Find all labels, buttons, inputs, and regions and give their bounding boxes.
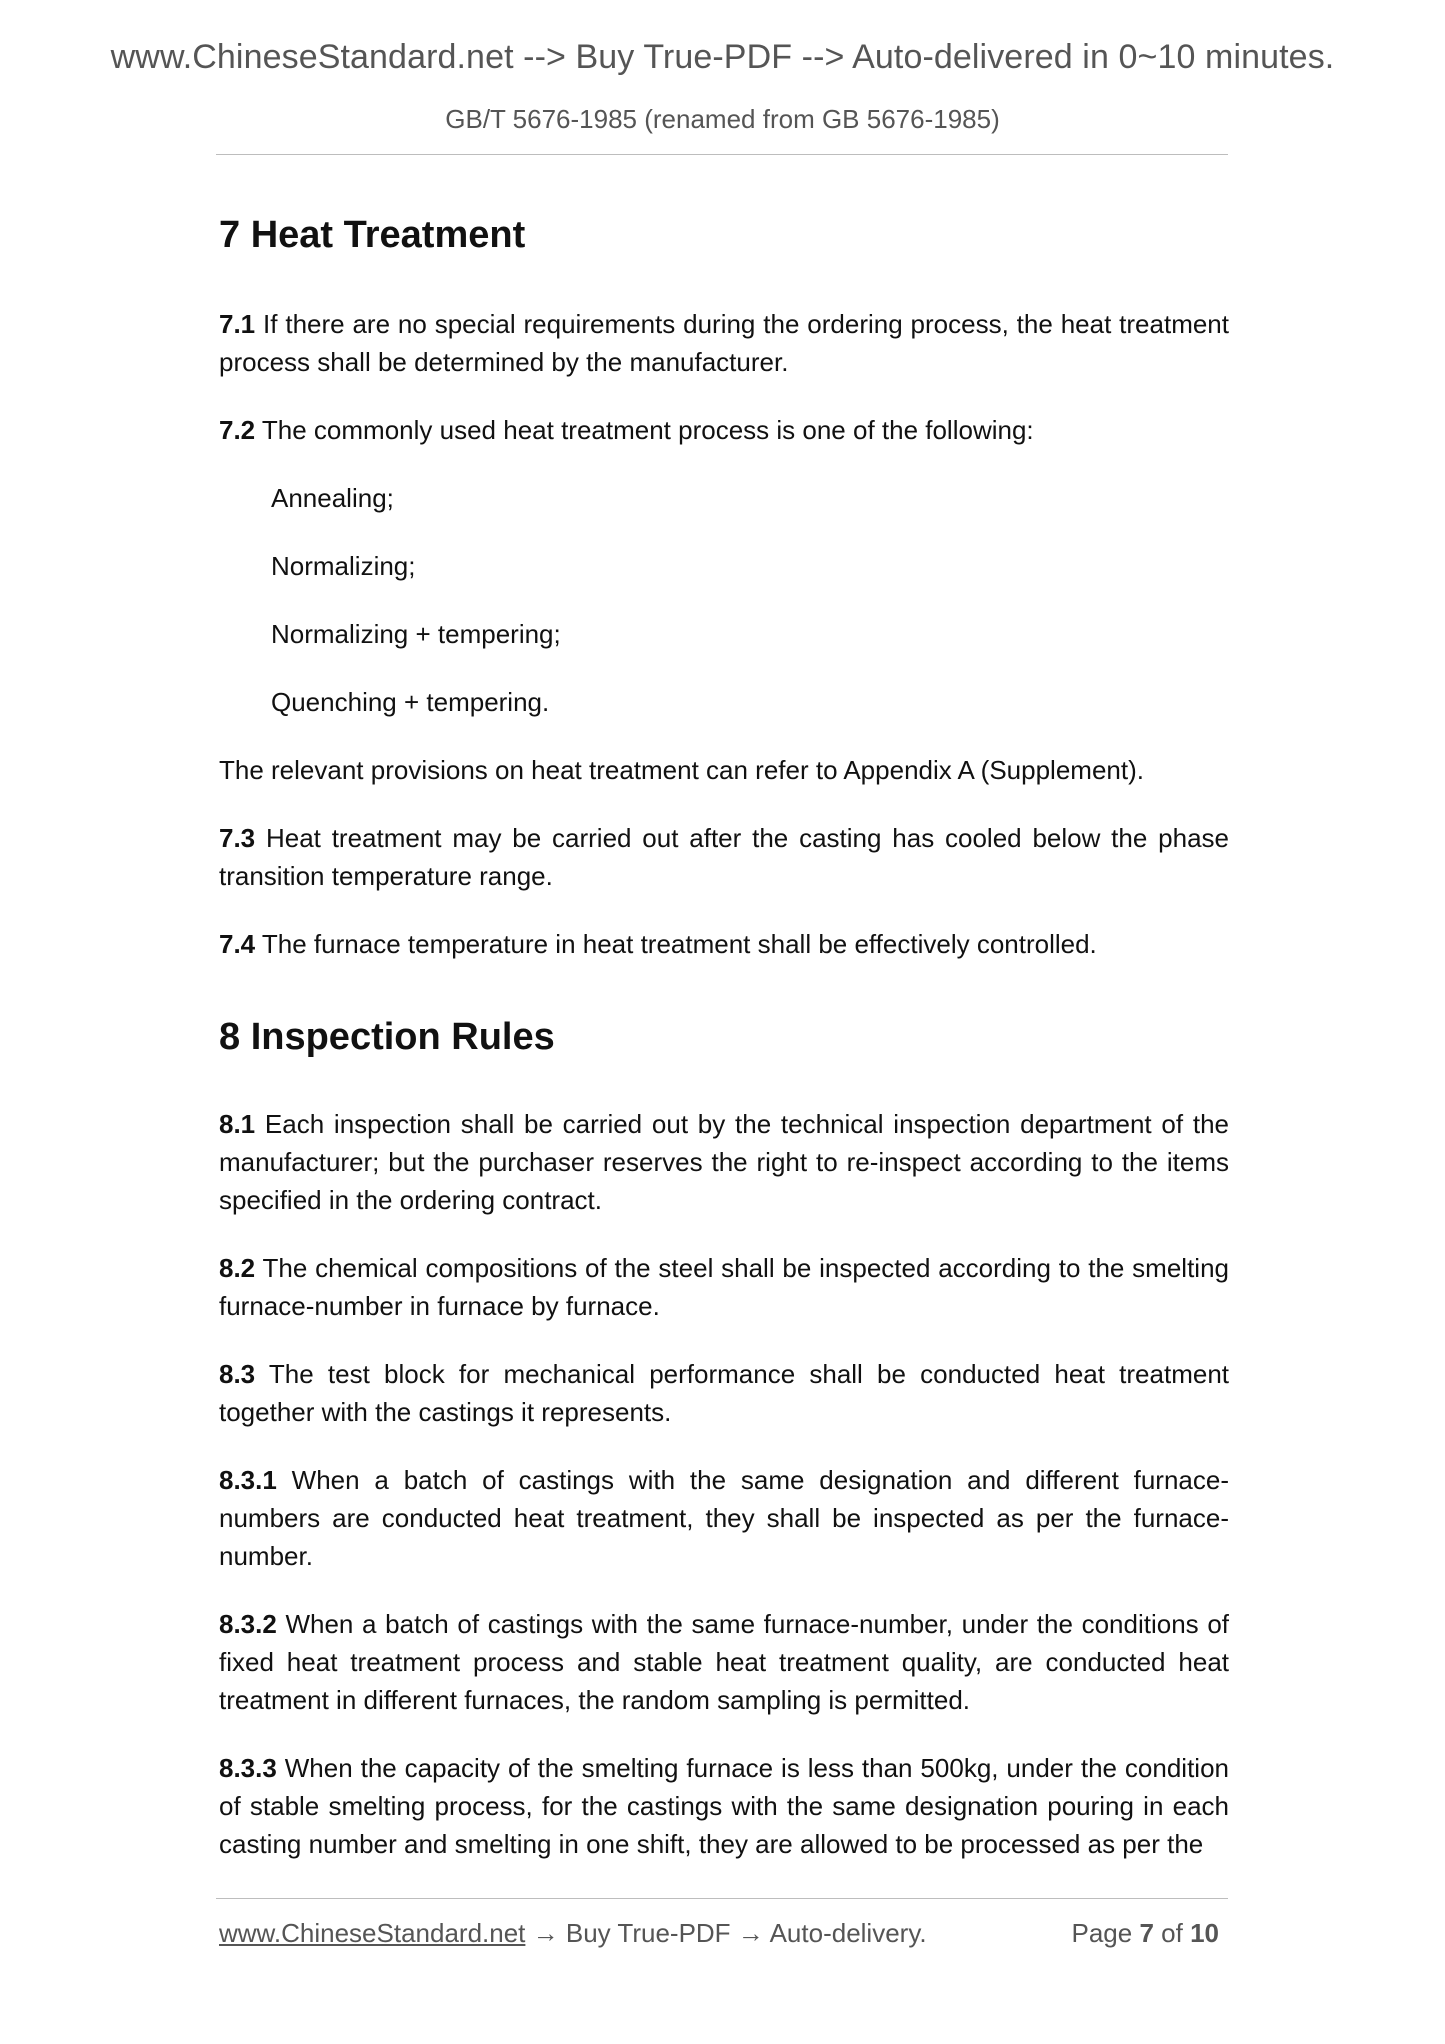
- clause-number: 8.3.3: [219, 1753, 277, 1783]
- clause-text: The commonly used heat treatment process is one of the following:: [255, 415, 1034, 445]
- clause-text: When a batch of castings with the same designation and different furnace-numbers are conducted heat treatment, they shall be inspected as per the furnace-number.: [219, 1465, 1229, 1571]
- clause-8-3-2: [219, 1605, 1229, 1719]
- clause-8-1: [219, 1105, 1229, 1219]
- clause-number: 8.1: [219, 1109, 256, 1139]
- total-page-number: 10: [1190, 1918, 1219, 1948]
- clause-number: 7.3: [219, 823, 256, 853]
- clause-text: When a batch of castings with the same furnace-number, under the conditions of fixed heat treatment process and stable heat treatment quality, are conducted heat treatment in different furnaces, the random sampling is permitted.: [219, 1609, 1229, 1715]
- footer-delivery-text: Auto-delivery.: [769, 1918, 927, 1948]
- clause-text: Heat treatment may be carried out after the casting has cooled below the phase transition temperature range.: [219, 823, 1229, 891]
- list-item: Annealing;: [271, 483, 394, 513]
- clause-text: When the capacity of the smelting furnace is less than 500kg, under the condition of stable smelting process, for the castings with the same designation pouring in each casting number and smelting in one shift, they are allowed to be processed as per the: [219, 1753, 1229, 1859]
- heat-treatment-note: The relevant provisions on heat treatment can refer to Appendix A (Supplement).: [219, 755, 1144, 785]
- clause-number: 8.3.2: [219, 1609, 277, 1639]
- list-item: Normalizing;: [271, 551, 416, 581]
- arrow-right-icon: →: [525, 1918, 566, 1948]
- clause-text: Each inspection shall be carried out by the technical inspection department of the manufacturer; but the purchaser reserves the right to re-inspect according to the items specified in the ordering contract.: [219, 1109, 1229, 1215]
- clause-7-1: [219, 305, 1229, 381]
- current-page-number: 7: [1139, 1918, 1154, 1948]
- footer-links: [219, 1918, 927, 1949]
- clause-text: The test block for mechanical performance shall be conducted heat treatment together with the castings it represents.: [219, 1359, 1229, 1427]
- of-label: of: [1161, 1918, 1183, 1948]
- clause-7-2: [219, 411, 1229, 449]
- clause-text: The furnace temperature in heat treatment shall be effectively controlled.: [255, 929, 1097, 959]
- clause-8-3-1: [219, 1461, 1229, 1575]
- site-link[interactable]: www.ChineseStandard.net: [219, 1918, 526, 1948]
- section-8-heading: 8 Inspection Rules: [219, 1016, 555, 1058]
- document-body: [219, 205, 1229, 1893]
- clause-text: The chemical compositions of the steel shall be inspected according to the smelting furnace-number in furnace by furnace.: [219, 1253, 1229, 1321]
- clause-8-3-3: [219, 1749, 1229, 1863]
- footer-buy-text: Buy True-PDF: [565, 1918, 731, 1948]
- clause-text: If there are no special requirements during the ordering process, the heat treatment process shall be determined by the manufacturer.: [219, 309, 1229, 377]
- clause-number: 7.1: [219, 309, 256, 339]
- standard-subheader: GB/T 5676-1985 (renamed from GB 5676-1985): [445, 104, 1000, 134]
- footer-divider: [216, 1898, 1228, 1899]
- clause-number: 8.3.1: [219, 1465, 277, 1495]
- clause-8-2: [219, 1249, 1229, 1325]
- page-label: Page: [1071, 1918, 1133, 1948]
- clause-number: 8.3: [219, 1359, 256, 1389]
- clause-8-3: [219, 1355, 1229, 1431]
- page-footer: [219, 1918, 1229, 1958]
- clause-7-4: [219, 925, 1229, 963]
- clause-number: 7.2: [219, 415, 256, 445]
- clause-number: 8.2: [219, 1253, 256, 1283]
- clause-number: 7.4: [219, 929, 256, 959]
- list-item: Normalizing + tempering;: [271, 619, 561, 649]
- arrow-right-icon: →: [730, 1918, 770, 1948]
- site-banner: www.ChineseStandard.net --> Buy True-PDF --> Auto-delivered in 0~10 minutes.: [110, 38, 1335, 76]
- section-7-heading: 7 Heat Treatment: [219, 214, 526, 256]
- page-indicator: [1071, 1918, 1219, 1949]
- list-item: Quenching + tempering.: [271, 687, 550, 717]
- clause-7-3: [219, 819, 1229, 895]
- header-divider: [216, 154, 1228, 155]
